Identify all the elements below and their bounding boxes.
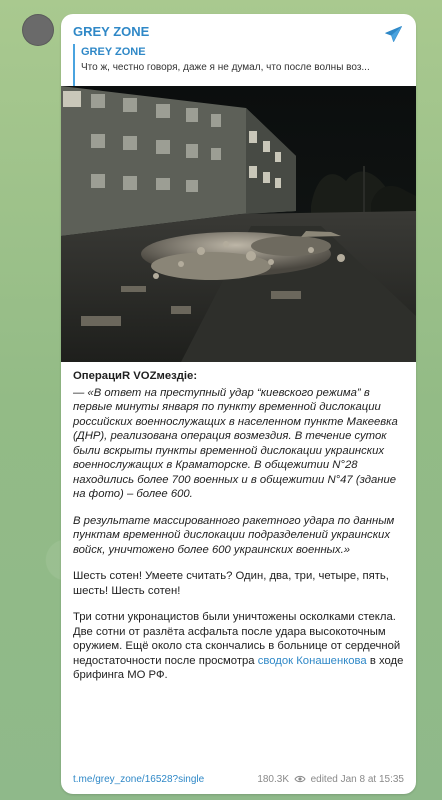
quote-paragraph-1: — «В ответ на преступный удар “киевского режима” в первые минуты января по пункту временной дислокации российских военнослужащих в населенном пункте Макеевка (ДНР), реализована операция возмездия. В течение суток были вскрыты пункты временной дислокации украинских военнослужащих в Краматорске. В общежитии N°28 находились более 700 военных и в общежитии N°47 (здание на фото) – более 600.	[73, 386, 398, 500]
reply-author: GREY ZONE	[81, 46, 146, 58]
reply-text: Что ж, честно говоря, даже я не думал, что после волны воз...	[81, 62, 370, 73]
share-icon[interactable]	[384, 24, 404, 44]
post-link[interactable]: t.me/grey_zone/16528?single	[73, 774, 205, 785]
paragraph-casualties-end: в ходе брифинга МО РФ.	[73, 654, 404, 681]
post-heading: ОперациR VOZмездiе:	[73, 370, 198, 382]
edited-label: edited	[310, 774, 338, 785]
message-bubble	[61, 14, 416, 794]
message-meta	[257, 774, 404, 785]
post-text	[73, 369, 404, 695]
channel-avatar[interactable]	[22, 14, 54, 46]
konashenkov-link[interactable]: сводок Конашенкова	[257, 654, 367, 667]
eye-icon	[294, 775, 306, 783]
message-footer	[73, 774, 404, 790]
timestamp: Jan 8 at 15:35	[340, 774, 404, 785]
post-photo[interactable]	[61, 86, 416, 362]
views-count: 180.3K	[257, 774, 290, 785]
channel-name[interactable]: GREY ZONE	[73, 24, 150, 39]
night-building-image	[61, 86, 416, 362]
paragraph-count: Шесть сотен! Умеете считать? Один, два, три, четыре, пять, шесть! Шесть сотен!	[73, 570, 389, 597]
quote-paragraph-2: В результате массированного ракетного удара по данным пунктам временной дислокации подразделений украинских войск, уничтожено более 600 украинских военных.»	[73, 514, 395, 556]
paragraph-casualties	[73, 610, 404, 683]
reply-preview[interactable]	[73, 44, 398, 86]
paragraph-casualties-text: Три сотни укронацистов были уничтожены осколками стекла. Две сотни от разлёта асфальта после удара высокоточным оружием. Ещё около ста скончались в больнице от сердечной недостаточности после просмотра	[73, 611, 401, 667]
